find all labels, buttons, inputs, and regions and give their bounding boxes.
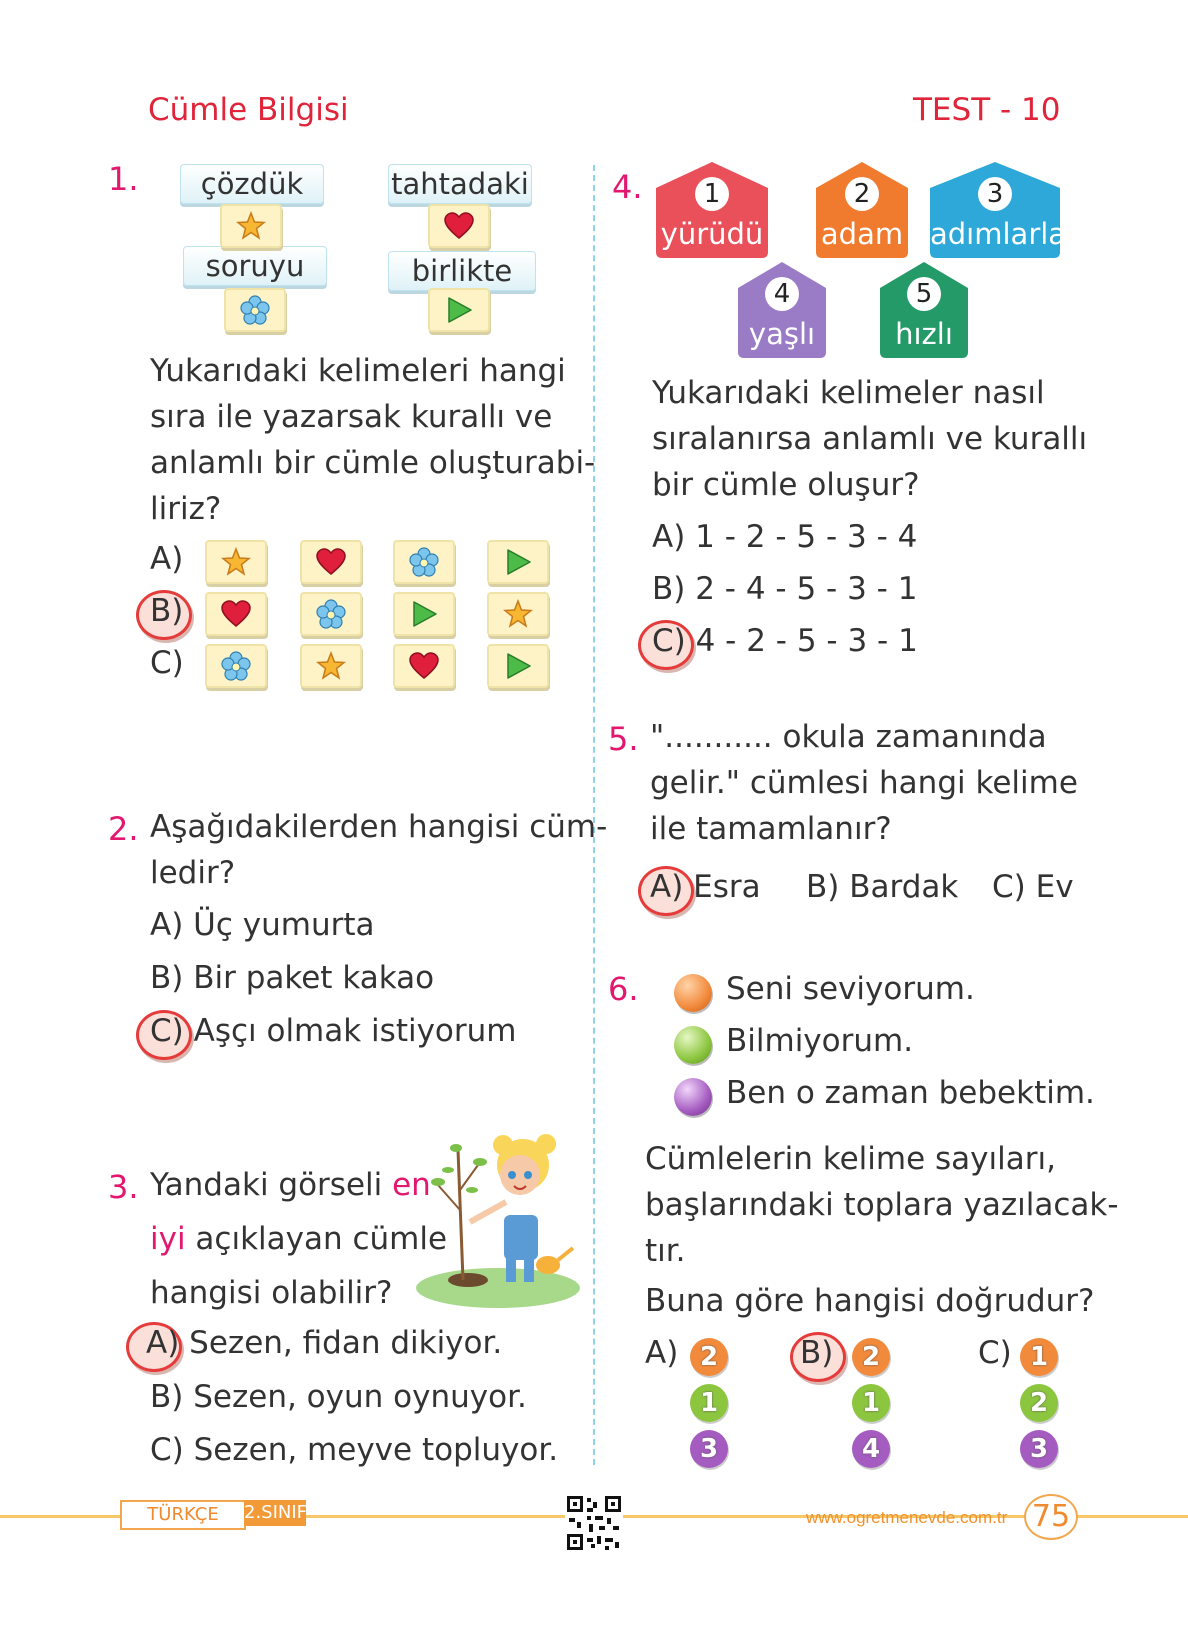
- q6-text-3: tır.: [645, 1233, 686, 1269]
- q2-option-a[interactable]: A) Üç yumurta: [150, 907, 375, 943]
- q5-text-1: "........... okula zamanında: [650, 719, 1047, 755]
- q2-number: 2.: [108, 810, 139, 848]
- green-ball-icon: [674, 1026, 712, 1064]
- q1-word-4: birlikte: [388, 251, 536, 291]
- star-icon: [205, 540, 267, 584]
- heart-icon: [300, 540, 362, 584]
- q3-option-a[interactable]: A) Sezen, fidan dikiyor.: [146, 1325, 503, 1361]
- page-number: 75: [1024, 1494, 1078, 1540]
- q6-c-ball-1: 1: [1020, 1338, 1058, 1376]
- q5-option-b[interactable]: B) Bardak: [806, 869, 959, 905]
- qr-code-icon: [565, 1494, 623, 1552]
- q6-a-ball-1: 2: [690, 1338, 728, 1376]
- star-icon: [487, 592, 549, 636]
- q6-option-b-label[interactable]: B): [800, 1335, 834, 1371]
- q1-number: 1.: [108, 160, 139, 198]
- q1-text-4: liriz?: [150, 491, 222, 527]
- play-icon: [487, 644, 549, 688]
- girl-planting-tree-illustration: [408, 1130, 580, 1310]
- q6-sentence-3: Ben o zaman bebektim.: [726, 1075, 1095, 1111]
- q5-option-c[interactable]: C) Ev: [992, 869, 1074, 905]
- q4-text-1: Yukarıdaki kelimeler nasıl: [652, 375, 1045, 411]
- q3-text-1: Yandaki görseli en: [150, 1167, 431, 1203]
- heart-icon: [393, 644, 455, 688]
- orange-ball-icon: [674, 974, 712, 1012]
- q6-b-ball-1: 2: [852, 1338, 890, 1376]
- q6-option-c-label[interactable]: C): [978, 1335, 1012, 1371]
- q4-text-2: sıralanırsa anlamlı ve kurallı: [652, 421, 1088, 457]
- q6-number: 6.: [608, 970, 639, 1008]
- q1-option-c-label[interactable]: C): [150, 645, 184, 681]
- q1-text-3: anlamlı bir cümle oluşturabi-: [150, 445, 596, 481]
- q6-a-ball-2: 1: [690, 1384, 728, 1422]
- q5-text-3: ile tamamlanır?: [650, 811, 892, 847]
- q6-sentence-2: Bilmiyorum.: [726, 1023, 914, 1059]
- q5-option-a[interactable]: A) Esra: [650, 869, 761, 905]
- flower-icon: [300, 592, 362, 636]
- q5-number: 5.: [608, 720, 639, 758]
- star-icon: [220, 204, 282, 248]
- word-card-4: 4 yaşlı: [738, 262, 826, 358]
- q1-option-b-label[interactable]: B): [150, 593, 184, 629]
- play-icon: [393, 592, 455, 636]
- q1-word-2: tahtadaki: [388, 164, 532, 204]
- q1-word-1: çözdük: [180, 164, 324, 204]
- q1-text-2: sıra ile yazarsak kurallı ve: [150, 399, 553, 435]
- play-icon: [487, 540, 549, 584]
- q1-option-a-label[interactable]: A): [150, 541, 184, 577]
- q6-text-2: başlarındaki toplara yazılacak-: [645, 1187, 1119, 1223]
- q3-text-2: iyi açıklayan cümle: [150, 1221, 448, 1257]
- q4-option-a[interactable]: A) 1 - 2 - 5 - 3 - 4: [652, 519, 918, 555]
- q2-option-c[interactable]: C) Aşçı olmak istiyorum: [150, 1013, 517, 1049]
- q6-c-ball-3: 3: [1020, 1430, 1058, 1468]
- q6-text-1: Cümlelerin kelime sayıları,: [645, 1141, 1056, 1177]
- q1-word-3: soruyu: [183, 246, 327, 286]
- q5-text-2: gelir." cümlesi hangi kelime: [650, 765, 1078, 801]
- play-icon: [428, 288, 490, 332]
- q6-option-a-label[interactable]: A): [645, 1335, 679, 1371]
- q6-c-ball-2: 2: [1020, 1384, 1058, 1422]
- word-card-3: 3 adımlarla: [930, 162, 1060, 258]
- q2-text-2: ledir?: [150, 855, 236, 891]
- q3-option-c[interactable]: C) Sezen, meyve topluyor.: [150, 1432, 559, 1468]
- word-card-1: 1 yürüdü: [656, 162, 768, 258]
- purple-ball-icon: [674, 1078, 712, 1116]
- section-title: Cümle Bilgisi: [148, 92, 349, 128]
- q4-text-3: bir cümle oluşur?: [652, 467, 920, 503]
- test-label: TEST - 10: [913, 92, 1061, 128]
- flower-icon: [393, 540, 455, 584]
- q3-text-3: hangisi olabilir?: [150, 1275, 393, 1311]
- q6-a-ball-3: 3: [690, 1430, 728, 1468]
- q6-sentence-1: Seni seviyorum.: [726, 971, 975, 1007]
- q6-b-ball-3: 4: [852, 1430, 890, 1468]
- q3-option-b[interactable]: B) Sezen, oyun oynuyor.: [150, 1379, 527, 1415]
- q6-b-ball-2: 1: [852, 1384, 890, 1422]
- q3-number: 3.: [108, 1168, 139, 1206]
- grade-tag: 2.SINIF: [244, 1500, 306, 1526]
- q6-question: Buna göre hangisi doğrudur?: [645, 1283, 1095, 1319]
- website-link[interactable]: www.ogretmenevde.com.tr: [806, 1508, 1008, 1527]
- heart-icon: [428, 204, 490, 248]
- word-card-5: 5 hızlı: [880, 262, 968, 358]
- q1-text-1: Yukarıdaki kelimeleri hangi: [150, 353, 566, 389]
- heart-icon: [205, 592, 267, 636]
- q4-option-b[interactable]: B) 2 - 4 - 5 - 3 - 1: [652, 571, 918, 607]
- q4-number: 4.: [612, 168, 643, 206]
- flower-icon: [205, 644, 267, 688]
- q4-option-c[interactable]: C) 4 - 2 - 5 - 3 - 1: [652, 623, 918, 659]
- q2-option-b[interactable]: B) Bir paket kakao: [150, 960, 435, 996]
- q2-text-1: Aşağıdakilerden hangisi cüm-: [150, 809, 608, 845]
- star-icon: [300, 644, 362, 688]
- subject-tag: TÜRKÇE: [120, 1500, 246, 1530]
- flower-icon: [224, 288, 286, 332]
- word-card-2: 2 adam: [816, 162, 908, 258]
